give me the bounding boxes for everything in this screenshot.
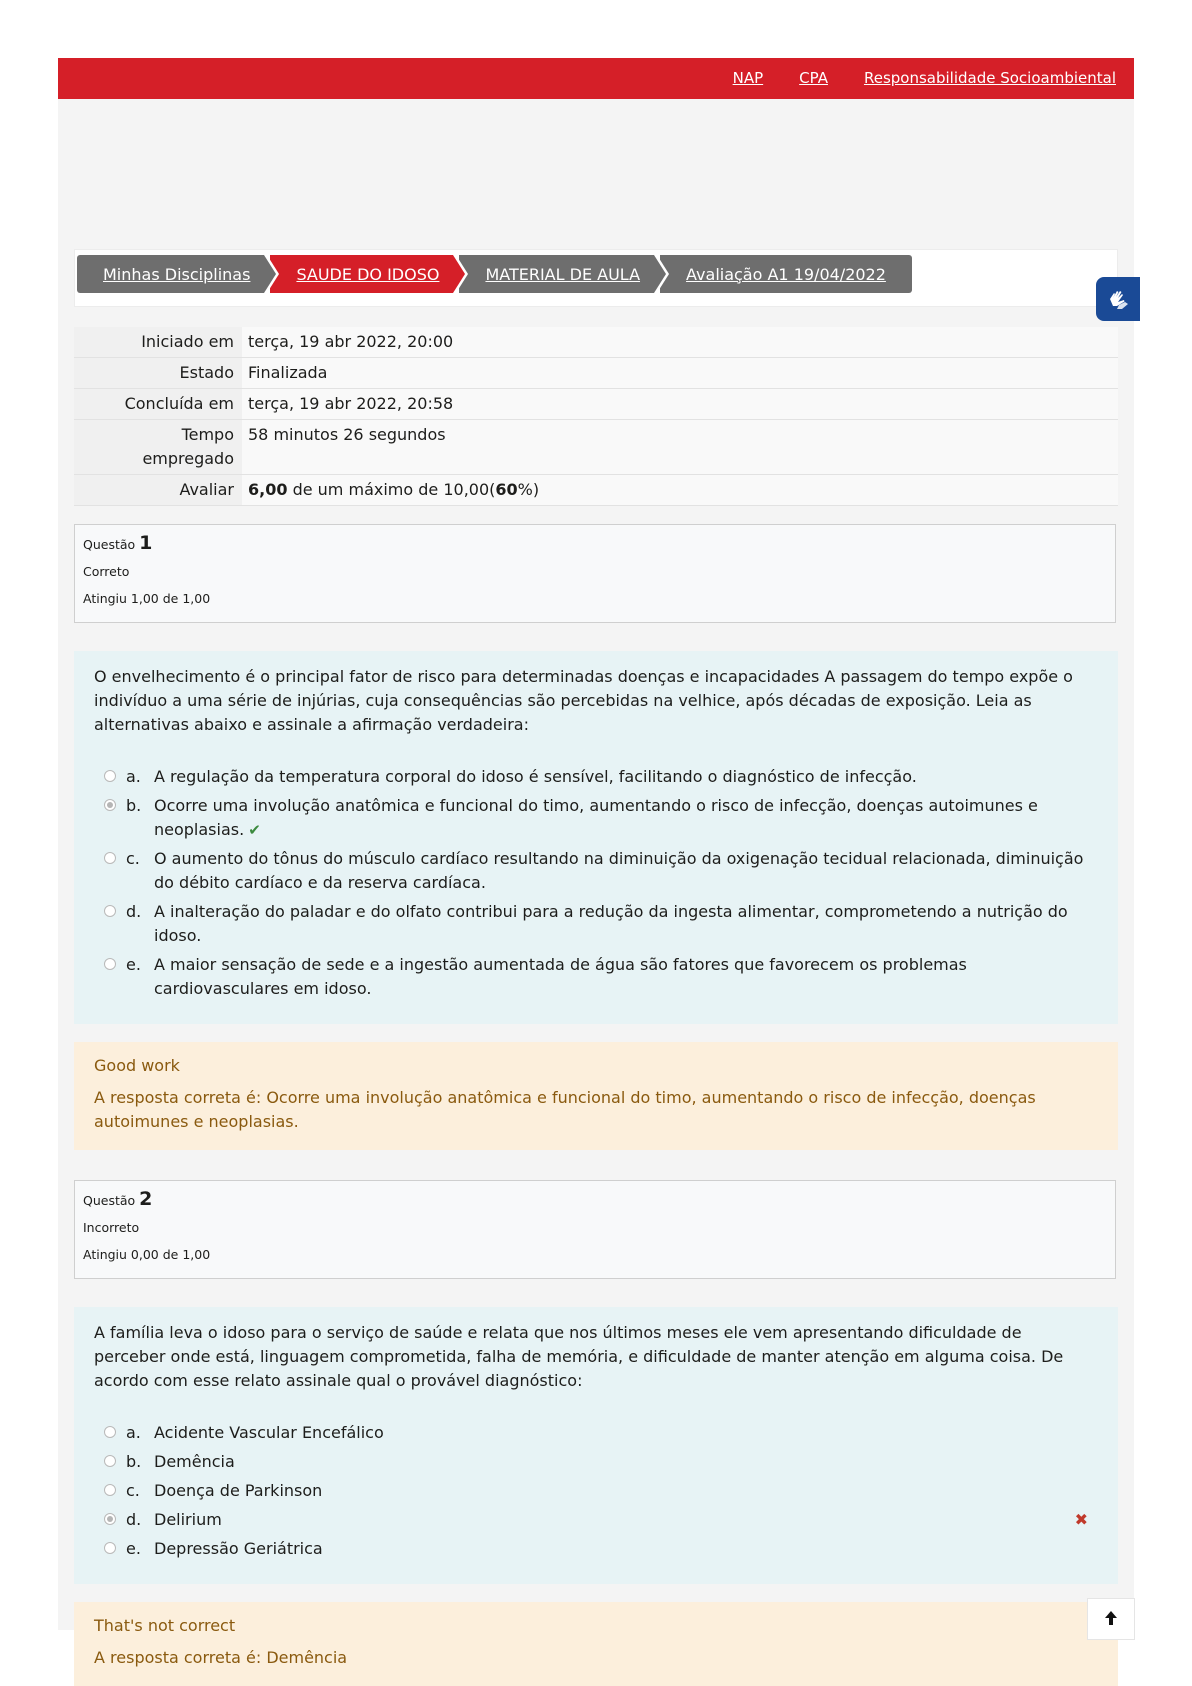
top-bar <box>58 58 1134 99</box>
cpa-link[interactable]: CPA <box>799 69 828 87</box>
question-2-feedback <box>74 1602 1118 1686</box>
grade-percent: 60 <box>495 480 518 499</box>
breadcrumb-link-material[interactable]: MATERIAL DE AULA <box>485 264 641 284</box>
question-label: Questão <box>83 1193 136 1208</box>
summary-value: Finalizada <box>242 358 1118 389</box>
radio-button[interactable] <box>104 1484 116 1496</box>
question-status: Correto <box>83 564 130 579</box>
answer-letter: a. <box>126 1423 141 1442</box>
answer-option-d[interactable] <box>94 1508 1096 1532</box>
time-label-line1: Tempo <box>181 425 234 444</box>
answer-option-a[interactable] <box>94 765 1096 789</box>
page-frame <box>58 58 1134 1667</box>
general-feedback: That's not correct <box>94 1616 236 1635</box>
question-status: Incorreto <box>83 1220 140 1235</box>
summary-value <box>242 475 1118 506</box>
answer-letter: b. <box>126 796 142 815</box>
question-mark: Atingiu 1,00 de 1,00 <box>83 591 211 606</box>
arrow-up-icon <box>1103 1607 1119 1631</box>
question-2-content <box>74 1307 1118 1584</box>
question-text: A família leva o idoso para o serviço de saúde e relata que nos últimos meses ele vem apresentando dificuldade de perceber onde está, linguagem comprometida, falha de memória, e dificuldade de manter atenção em alguma coisa. De acordo com esse relato assinale qual o provável diagnóstico: <box>94 1323 1064 1390</box>
back-to-top-button[interactable] <box>1087 1598 1135 1640</box>
sign-language-icon <box>1104 285 1132 313</box>
radio-button[interactable] <box>104 1542 116 1554</box>
answer-text: Demência <box>154 1452 235 1471</box>
answer-option-e[interactable] <box>94 953 1096 1001</box>
question-label: Questão <box>83 537 136 552</box>
radio-button-selected[interactable] <box>104 799 116 811</box>
answer-text <box>154 794 1096 842</box>
answer-option-d[interactable] <box>94 900 1096 948</box>
summary-row-state <box>74 358 1118 389</box>
breadcrumb-item-disciplinas <box>77 255 264 293</box>
answer-option-b[interactable] <box>94 794 1096 842</box>
answer-text: O aumento do tônus do músculo cardíaco resultando na diminuição da oxigenação tecidual relacionada, diminuição do débito cardíaco e da reserva cardíaca. <box>154 849 1084 892</box>
answer-letter: d. <box>126 1510 142 1529</box>
radio-button[interactable] <box>104 958 116 970</box>
summary-label: Avaliar <box>74 475 242 506</box>
breadcrumb-item-course <box>270 255 453 293</box>
question-number: 1 <box>139 532 153 554</box>
summary-row-started <box>74 327 1118 358</box>
accessibility-widget-button[interactable] <box>1096 277 1140 321</box>
breadcrumb-item-material <box>459 255 654 293</box>
question-1-content <box>74 651 1118 1024</box>
question-1-feedback <box>74 1042 1118 1150</box>
answer-text: Doença de Parkinson <box>154 1481 323 1500</box>
summary-value: 58 minutos 26 segundos <box>242 420 1118 475</box>
summary-label: Estado <box>74 358 242 389</box>
radio-button[interactable] <box>104 1455 116 1467</box>
time-label-line2: empregado <box>142 449 234 468</box>
summary-label: Concluída em <box>74 389 242 420</box>
grade-max: de um máximo de 10,00( <box>292 480 496 499</box>
answer-letter: c. <box>126 849 140 868</box>
answer-letter: c. <box>126 1481 140 1500</box>
summary-value: terça, 19 abr 2022, 20:00 <box>242 327 1118 358</box>
answer-text: Delirium <box>154 1510 222 1529</box>
answer-text: Depressão Geriátrica <box>154 1539 323 1558</box>
check-icon: ✔ <box>248 821 261 839</box>
question-number: 2 <box>139 1188 153 1210</box>
attempt-summary-table <box>74 327 1118 506</box>
question-2-info <box>74 1180 1116 1279</box>
answer-option-c[interactable] <box>94 847 1096 895</box>
general-feedback: Good work <box>94 1056 180 1075</box>
answer-letter: e. <box>126 1539 141 1558</box>
question-1-info <box>74 524 1116 623</box>
answer-letter: a. <box>126 767 141 786</box>
answer-option-c[interactable] <box>94 1479 1096 1503</box>
breadcrumb <box>74 249 1118 307</box>
radio-button[interactable] <box>104 905 116 917</box>
question-text: O envelhecimento é o principal fator de risco para determinadas doenças e incapacidades A passagem do tempo expõe o indivíduo a uma série de injúrias, cuja consequências são percebidas na velhice, após décadas de exposição. Leia as alternativas abaixo e assinale a afirmação verdadeira: <box>94 667 1073 734</box>
breadcrumb-item-quiz <box>660 255 912 293</box>
question-mark: Atingiu 0,00 de 1,00 <box>83 1247 211 1262</box>
nap-link[interactable]: NAP <box>732 69 764 87</box>
radio-button[interactable] <box>104 1426 116 1438</box>
top-links <box>733 69 1116 87</box>
summary-label: Iniciado em <box>74 327 242 358</box>
breadcrumb-link-quiz[interactable]: Avaliação A1 19/04/2022 <box>686 264 886 284</box>
grade-end: %) <box>517 480 540 499</box>
answer-text: A maior sensação de sede e a ingestão aumentada de água são fatores que favorecem os problemas cardiovasculares em idoso. <box>154 955 967 998</box>
right-answer: A resposta correta é: Ocorre uma involução anatômica e funcional do timo, aumentando o risco de infecção, doenças autoimunes e neoplasias. <box>94 1088 1036 1131</box>
answer-text: A regulação da temperatura corporal do idoso é sensível, facilitando o diagnóstico de infecção. <box>154 767 917 786</box>
summary-label <box>74 420 242 475</box>
breadcrumb-link-disciplinas[interactable]: Minhas Disciplinas <box>103 264 251 284</box>
right-answer: A resposta correta é: Demência <box>94 1648 348 1667</box>
radio-button[interactable] <box>104 852 116 864</box>
cross-icon: ✖ <box>1074 1510 1088 1529</box>
answer-letter: d. <box>126 902 142 921</box>
answer-text: A inalteração do paladar e do olfato contribui para a redução da ingesta alimentar, comprometendo a nutrição do idoso. <box>154 902 1068 945</box>
answer-option-a[interactable] <box>94 1421 1096 1445</box>
radio-button[interactable] <box>104 770 116 782</box>
radio-button-selected[interactable] <box>104 1513 116 1525</box>
answer-option-b[interactable] <box>94 1450 1096 1474</box>
breadcrumb-link-course[interactable]: SAUDE DO IDOSO <box>296 264 440 284</box>
summary-value: terça, 19 abr 2022, 20:58 <box>242 389 1118 420</box>
grade-score: 6,00 <box>248 480 288 499</box>
summary-row-time <box>74 420 1118 475</box>
answer-letter: b. <box>126 1452 142 1471</box>
answer-text-content: Ocorre uma involução anatômica e funcional do timo, aumentando o risco de infecção, doenças autoimunes e neoplasias. <box>154 796 1038 839</box>
socioambiental-link[interactable]: Responsabilidade Socioambiental <box>863 69 1116 87</box>
summary-row-completed <box>74 389 1118 420</box>
answer-text: Acidente Vascular Encefálico <box>154 1423 384 1442</box>
answer-option-e[interactable] <box>94 1537 1096 1561</box>
main-content <box>74 249 1118 1686</box>
answer-letter: e. <box>126 955 141 974</box>
summary-row-grade <box>74 475 1118 506</box>
